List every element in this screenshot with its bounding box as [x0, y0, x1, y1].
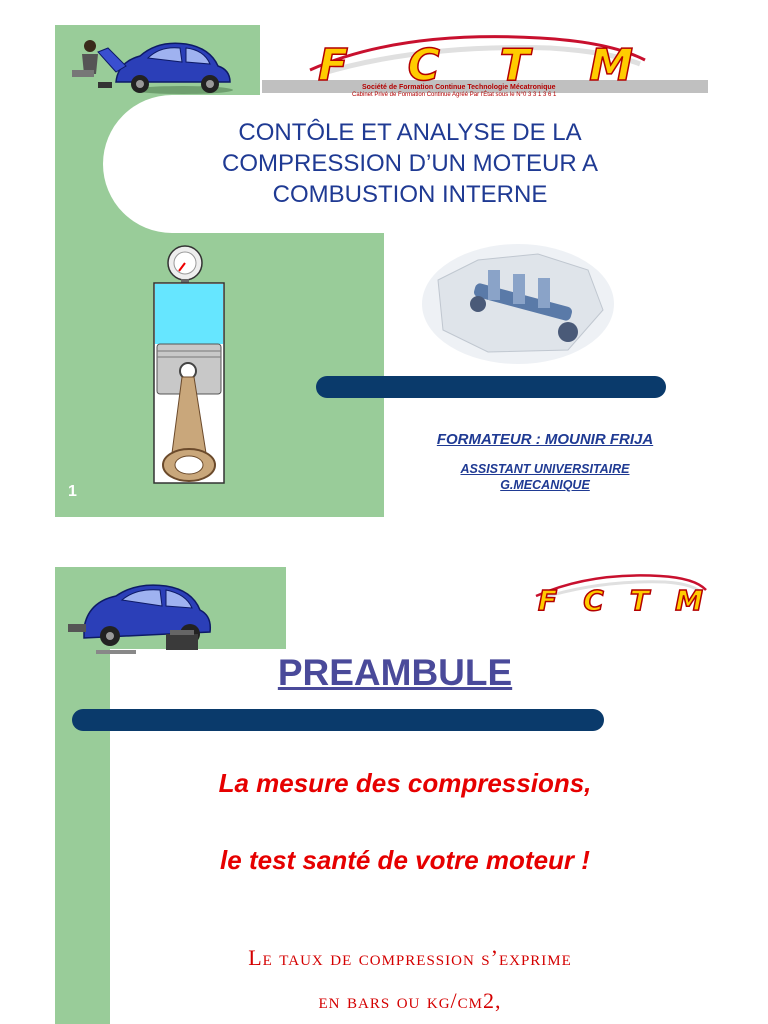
body-line-1: Le taux de compression s’exprime [248, 945, 572, 970]
body-line-2: en bars ou kg/cm2, [318, 988, 502, 1013]
title-line-2: COMPRESSION D’UN MOTEUR A [221, 150, 599, 177]
fctm-logo-2 [530, 570, 710, 616]
role-line-1: ASSISTANT UNIVERSITAIRE [460, 462, 630, 476]
page-number: 1 [68, 483, 77, 500]
logo-subtitle: Société de Formation Continue Technologie Mécatronique [362, 84, 556, 91]
fctm-logo-text-2: FCTM [538, 584, 703, 616]
trainer-name: FORMATEUR : MOUNIR FRIJA [436, 431, 654, 448]
title-line-3: COMBUSTION INTERNE [272, 181, 548, 208]
intro-line-2: le test santé de votre moteur ! [220, 845, 590, 875]
divider-bar [316, 376, 666, 398]
car-repair-illustration-2 [66, 578, 216, 660]
engine-crankshaft-illustration [418, 240, 618, 368]
slide-title [150, 117, 670, 210]
piston-gauge-illustration [150, 245, 230, 493]
fctm-logo [300, 30, 650, 98]
divider-bar-2 [72, 709, 604, 731]
car-repair-illustration [68, 32, 238, 96]
fctm-logo-text: FCTM [318, 40, 633, 91]
logo-subtitle-2: Cabinet Privé de Formation Continue Agréé Par l'État sous le N°0 3 3 1 3 6 1 [352, 92, 557, 98]
intro-line-1: La mesure des compressions, [218, 768, 592, 798]
trainer-role [380, 461, 710, 493]
role-line-2: G.MECANIQUE [500, 478, 590, 492]
section-heading: PREAMBULE [277, 652, 513, 693]
title-line-1: CONTÔLE ET ANALYSE DE LA [238, 119, 582, 146]
